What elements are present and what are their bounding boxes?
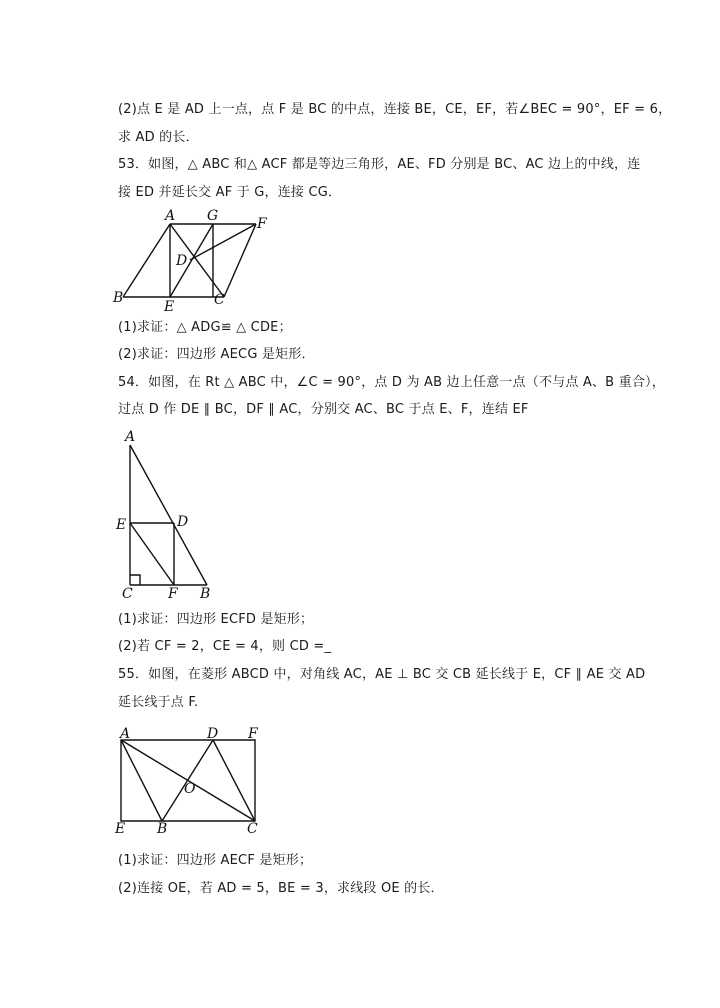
text-line-14: (2)连接 OE，若 AD = 5，BE = 3，求线段 OE 的长．	[118, 881, 444, 896]
problem-53-title: 53．如图，△ ABC 和△ ACF 都是等边三角形，AE、FD 分别是 BC、AC 边上的中线，连	[118, 157, 641, 172]
label-D: D	[177, 514, 189, 530]
label-D: D	[176, 253, 188, 269]
text-line-13: (1)求证：四边形 AECF 是矩形；	[118, 853, 313, 868]
label-C: C	[122, 586, 133, 602]
label-F: F	[168, 586, 178, 602]
label-E: E	[115, 821, 126, 837]
problem-55-title: 55．如图，在菱形 ABCD 中，对角线 AC，AE ⊥ BC 交 CB 延长线于 E，CF ∥ AE 交 AD	[118, 667, 646, 682]
text-line-4: 接 ED 并延长交 AF 于 G，连接 CG．	[118, 185, 342, 200]
text-line-10: (2)若 CF = 2，CE = 4，则 CD =_	[118, 639, 332, 654]
text-line-6: (2)求证：四边形 AECG 是矩形．	[118, 347, 315, 362]
problem-54-title: 54．如图，在 Rt △ ABC 中，∠C = 90°，点 D 为 AB 边上任意一点（不与点 A、B 重合），	[118, 375, 665, 390]
label-E: E	[116, 517, 127, 533]
label-G: G	[207, 208, 219, 224]
figure-54	[110, 425, 230, 605]
text-line-2: 求 AD 的长．	[118, 130, 199, 145]
label-A: A	[165, 208, 176, 224]
label-C: C	[247, 821, 258, 837]
figure-53	[110, 200, 290, 315]
text-line-8: 过点 D 作 DE ∥ BC，DF ∥ AC，分别交 AC、BC 于点 E、F，连结 EF	[118, 402, 529, 417]
label-C: C	[214, 292, 225, 308]
text-line-12: 延长线于点 F.	[118, 695, 199, 710]
text-line-9: (1)求证：四边形 ECFD 是矩形；	[118, 612, 314, 627]
label-F: F	[257, 216, 267, 232]
text-line-5: (1)求证：△ ADG≌ △ CDE；	[118, 320, 292, 335]
text-line-1: (2)点 E 是 AD 上一点，点 F 是 BC 的中点，连接 BE，CE，EF，若∠BEC = 90°，EF = 6，	[118, 102, 672, 117]
label-F: F	[248, 726, 258, 742]
label-A: A	[120, 726, 131, 742]
label-B: B	[200, 586, 211, 602]
label-D: D	[207, 726, 219, 742]
label-O: O	[184, 781, 196, 797]
label-A: A	[125, 429, 136, 445]
label-B: B	[113, 290, 124, 306]
label-E: E	[164, 299, 175, 315]
figure-55	[110, 722, 280, 837]
label-B: B	[157, 821, 168, 837]
